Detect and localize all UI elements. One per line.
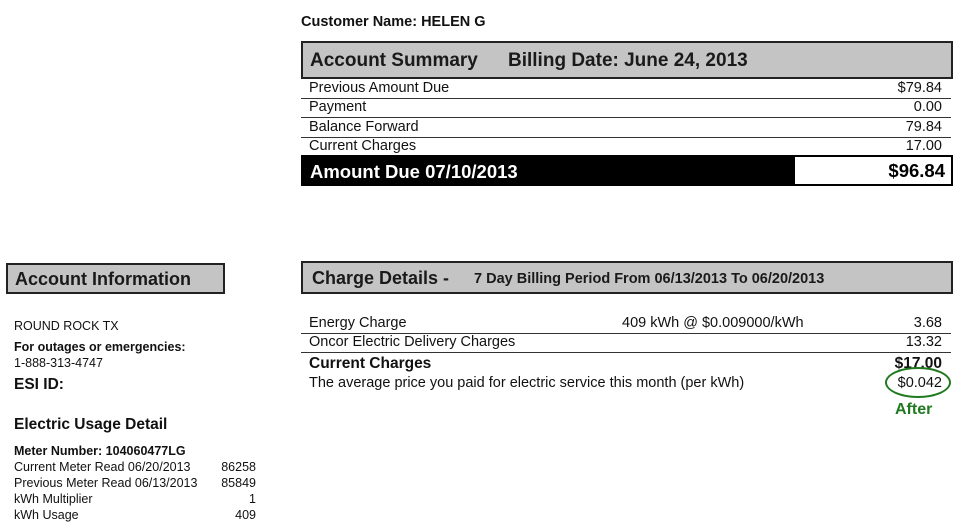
usage-row-previous-read [14,475,256,491]
summary-row-balance-forward [301,118,951,138]
current-charges-value: $17.00 [894,355,942,372]
amount-due-label: Amount Due 07/10/2013 [310,161,518,182]
outage-phone: 1-888-313-4747 [14,356,103,370]
charge-row-value: 3.68 [913,315,942,331]
average-price-row [301,374,951,393]
amount-due-box [795,157,951,184]
charge-row-label: Energy Charge [309,315,407,331]
customer-name-line [301,14,486,30]
summary-row-value: $79.84 [897,80,942,96]
charge-row-energy [301,314,951,334]
esi-id-label: ESI ID: [14,376,64,393]
summary-row-current-charges [301,137,951,156]
usage-row-value: 1 [249,492,256,506]
usage-row-current-read [14,459,256,475]
usage-row-label: kWh Multiplier [14,492,93,506]
after-annotation: After [895,401,933,418]
summary-row-value: 17.00 [905,138,942,154]
current-charges-total-row [301,354,951,373]
usage-detail-title: Electric Usage Detail [14,416,168,433]
average-price-label: The average price you paid for electric service this month (per kWh) [309,375,745,391]
billing-date: Billing Date: June 24, 2013 [508,50,748,71]
charge-row-label: Oncor Electric Delivery Charges [309,334,516,350]
account-summary-title: Account Summary [310,50,478,71]
account-city: ROUND ROCK TX [14,319,119,333]
charge-row-value: 13.32 [905,334,942,350]
customer-name-label: Customer Name: [301,14,418,30]
average-price-value: $0.042 [897,375,942,391]
usage-row-value: 86258 [221,460,256,474]
charge-row-detail: 409 kWh @ $0.009000/kWh [622,315,804,331]
summary-row-label: Current Charges [309,138,417,154]
average-price-circle [885,367,951,398]
usage-row-label: kWh Usage [14,508,79,522]
charge-details-title: Charge Details - [312,268,450,288]
usage-row-value: 409 [235,508,256,522]
summary-row-label: Previous Amount Due [309,80,450,96]
usage-row-label: Previous Meter Read 06/13/2013 [14,476,198,490]
charge-row-oncor [301,333,951,353]
current-charges-label: Current Charges [309,355,432,372]
summary-row-value: 0.00 [913,99,942,115]
account-info-header [6,263,225,294]
usage-row-label: Current Meter Read 06/20/2013 [14,460,191,474]
meter-number: Meter Number: 104060477LG [14,444,186,458]
summary-row-payment [301,98,951,118]
summary-row-previous-amount [301,79,951,99]
customer-name-value: HELEN G [421,14,486,30]
usage-row-multiplier [14,491,256,507]
outage-label: For outages or emergencies: [14,340,186,354]
amount-due-bar [301,155,953,186]
billing-period: 7 Day Billing Period From 06/13/2013 To 06/20/2013 [474,271,825,287]
summary-row-label: Payment [309,99,367,115]
charge-details-header [301,261,953,294]
summary-row-label: Balance Forward [309,119,419,135]
account-info-title: Account Information [15,269,191,289]
summary-row-value: 79.84 [905,119,942,135]
usage-row-kwh-usage [14,507,256,523]
amount-due-value: $96.84 [888,160,945,181]
account-summary-header [301,41,953,79]
usage-row-value: 85849 [221,476,256,490]
